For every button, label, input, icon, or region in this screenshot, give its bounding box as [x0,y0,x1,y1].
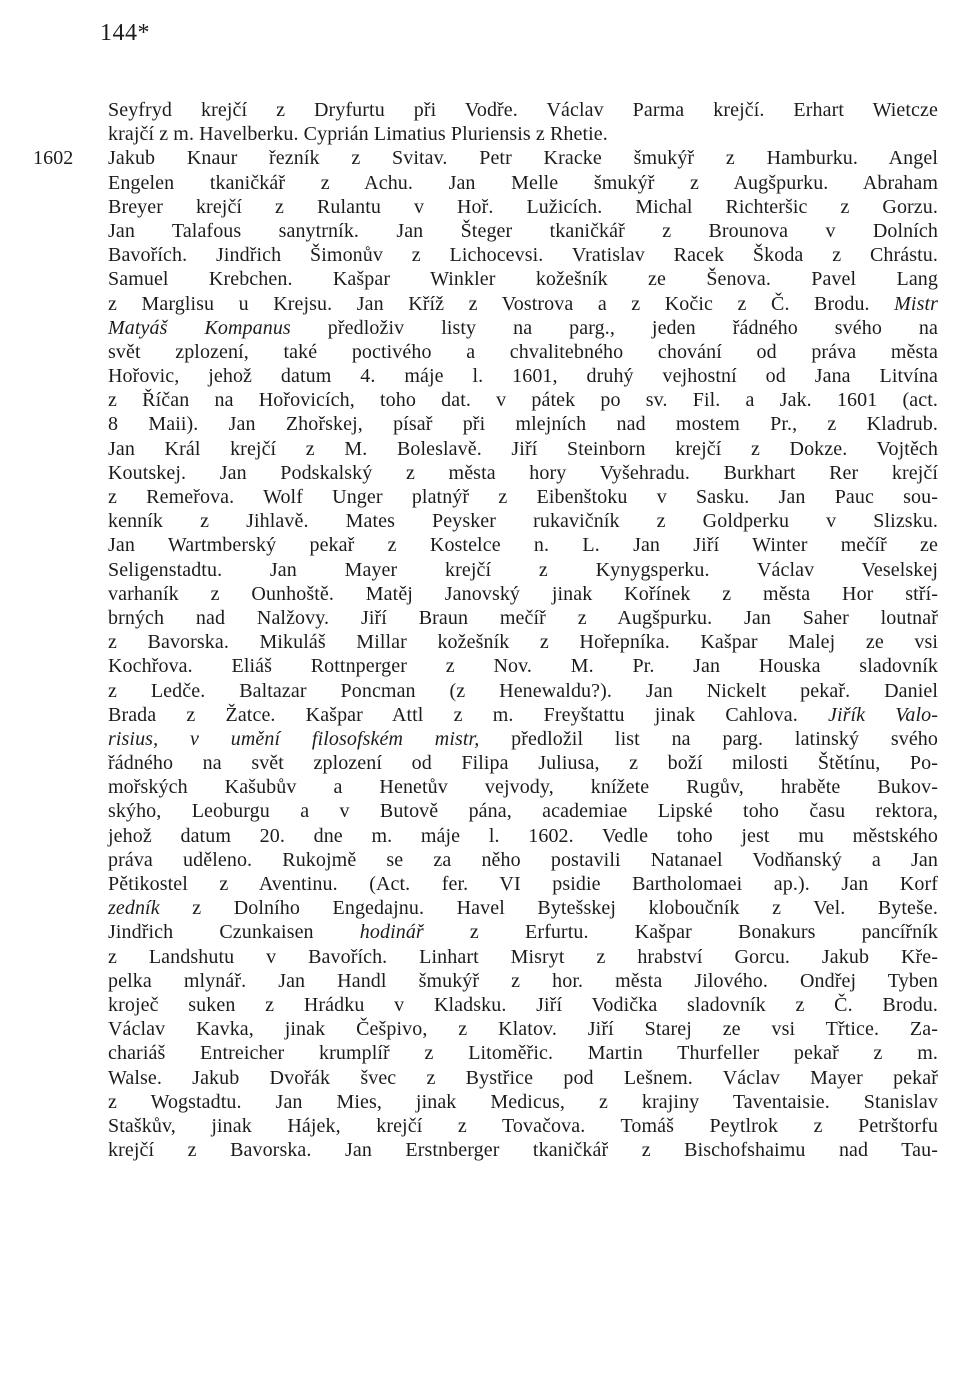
text-segment: z Říčan na Hořovicích, toho dat. v pátek po sv. Fil. a Jak. 1601 (act. [108,389,938,412]
text-line [108,679,938,703]
text-line [108,848,938,872]
text-segment: Bavořích. Jindřich Šimonův z Lichocevsi. Vratislav Racek Škoda z Chrástu. [108,244,938,267]
text-line [108,1114,938,1138]
text-segment: předloživ listy na parg., jeden řádného svého na [290,316,938,339]
text-line [108,292,938,316]
text-segment: krajčí z m. Havelberku. Cyprián Limatius Pluriensis z Rhetie. [108,123,608,146]
text-line [108,267,938,291]
body-text [33,98,939,1162]
text-segment: Samuel Krebchen. Kašpar Winkler kožešník ze Šenova. Pavel Lang [108,268,938,291]
text-segment: varhaník z Ounhoště. Matěj Janovský jinak Kořínek z města Hor stří- [108,582,938,605]
text-line [108,654,938,678]
text-segment: kenník z Jihlavě. Mates Peysker rukavičník z Goldperku v Slizsku. [108,510,938,533]
text-line [33,146,938,170]
italic-text: Matyáš Kompanus [108,316,291,339]
text-line [108,98,938,122]
text-line [108,340,938,364]
italic-text: Mistr [894,292,938,315]
text-line [108,751,938,775]
text-segment: Pětikostel z Aventinu. (Act. fer. VI psidie Bartholomaei ap.). Jan Korf [108,873,938,895]
text-line [108,703,938,727]
text-line [108,727,938,751]
text-segment: jehož datum 20. dne m. máje l. 1602. Vedle toho jest mu městského [108,824,938,847]
text-segment: Seligenstadtu. Jan Mayer krejčí z Kynygsperku. Václav Veselskej [108,558,938,581]
text-line [108,824,938,848]
text-line [108,799,938,823]
text-segment: předložil list na parg. latinský svého [479,727,939,750]
text-line [108,533,938,557]
text-segment: 8 Maii). Jan Zhořskej, písař při mlejních nad mostem Pr., z Kladrub. [108,413,938,436]
text-segment: brných nad Nalžovy. Jiří Braun mečíř z Augšpurku. Jan Saher loutnař [108,606,938,629]
text-segment: Staškův, jinak Hájek, krejčí z Tovačova. Tomáš Peytlrok z Petrštorfu [108,1114,938,1137]
text-segment: z Bavorska. Mikuláš Millar kožešník z Hořepníka. Kašpar Malej ze vsi [108,631,938,654]
text-line [108,558,938,582]
text-segment: řádného na svět zplození od Filipa Juliusa, z boží milosti Štětínu, Po- [108,752,938,775]
text-segment: práva uděleno. Rukojmě se za něho postavili Natanael Vodňanský a Jan [108,848,938,871]
text-line [108,219,938,243]
text-line [108,316,938,340]
text-segment: svět zplození, také poctivého a chvalitebného chování od práva města [108,340,938,363]
text-segment: Jan Wartmberský pekař z Kostelce n. L. Jan Jiří Winter mečíř ze [108,534,938,557]
text-segment: Jakub Knaur řezník z Svitav. Petr Kracke šmukýř z Hamburku. Angel [108,147,938,170]
italic-text: zedník [108,897,160,920]
text-segment: z Wogstadtu. Jan Mies, jinak Medicus, z krajiny Taventaisie. Stanislav [108,1090,938,1113]
text-line [108,1066,938,1090]
text-segment: Walse. Jakub Dvořák švec z Bystřice pod Lešnem. Václav Mayer pekař [108,1066,938,1089]
text-segment: krejčí z Bavorska. Jan Erstnberger tkaničkář z Bischofshaimu nad Tau- [108,1139,938,1162]
text-line [108,364,938,388]
text-segment: Engelen tkaničkář z Achu. Jan Melle šmukýř z Augšpurku. Abraham [108,171,938,194]
text-line [108,243,938,267]
text-line [108,485,938,509]
text-segment: Kochřova. Eliáš Rottnperger z Nov. M. Pr. Jan Houska sladovník [108,655,938,678]
text-line [108,122,938,146]
text-segment: mořských Kašubův a Henetův vejvody, knížete Rugův, hraběte Bukov- [108,776,938,799]
text-line [108,412,938,436]
text-segment: pelka mlynář. Jan Handl šmukýř z hor. města Jilového. Ondřej Tyben [108,969,938,992]
margin-year: 1602 [33,147,74,170]
text-line [108,171,938,195]
text-line [108,920,938,944]
italic-text: hodinář [359,921,424,944]
text-segment: Seyfryd krejčí z Dryfurtu při Vodře. Václav Parma krejčí. Erhart Wietcze [108,99,938,121]
text-line [108,969,938,993]
text-line [108,461,938,485]
text-line [108,872,938,896]
text-segment: Václav Kavka, jinak Češpivo, z Klatov. Jiří Starej ze vsi Třtice. Za- [108,1018,938,1041]
text-line [108,509,938,533]
text-line [108,896,938,920]
text-segment: z Remeřova. Wolf Unger platnýř z Eibenštoku v Sasku. Jan Pauc sou- [108,486,938,508]
text-line [108,945,938,969]
text-line [108,630,938,654]
text-line [108,388,938,412]
text-segment: Koutskej. Jan Podskalský z města hory Vyšehradu. Burkhart Rer krejčí [108,461,938,484]
text-segment: z Dolního Engedajnu. Havel Bytešskej kloboučník z Vel. Byteše. [159,897,938,920]
page-number: 144* [100,20,150,46]
text-line [108,606,938,630]
text-line [108,1138,938,1162]
text-line [108,582,938,606]
text-segment: chariáš Entreicher krumplíř z Litoměřic. Martin Thurfeller pekař z m. [108,1042,938,1065]
text-line [108,1017,938,1041]
text-segment: Jindřich Czunkaisen [108,921,360,944]
italic-text: Jiřík Valo- [827,703,938,726]
text-segment: kroječ suken z Hrádku v Kladsku. Jiří Vodička sladovník z Č. Brodu. [108,993,938,1016]
text-segment: Brada z Žatce. Kašpar Attl z m. Freyštattu jinak Cahlova. [108,703,828,726]
italic-text: risius, v umění filosofském mistr, [108,727,480,750]
text-segment: z Erfurtu. Kašpar Bonakurs pancířník [423,921,938,944]
text-line [108,993,938,1017]
text-segment: Jan Talafous sanytrník. Jan Šteger tkaničkář z Brounova v Dolních [108,219,938,242]
text-segment: skýho, Leoburgu a v Butově pána, academiae Lipské toho času rektora, [108,800,938,823]
text-segment: z Landshutu v Bavořích. Linhart Misryt z hrabství Gorcu. Jakub Kře- [108,945,938,968]
text-segment: Jan Král krejčí z M. Boleslavě. Jiří Steinborn krejčí z Dokze. Vojtěch [108,437,938,460]
text-line [108,1041,938,1065]
text-line [108,1090,938,1114]
text-segment: Breyer krejčí z Rulantu v Hoř. Lužicích. Michal Richteršic z Gorzu. [108,195,938,218]
text-line [108,195,938,219]
text-segment: z Marglisu u Krejsu. Jan Kříž z Vostrova a z Kočic z Č. Brodu. [108,292,895,315]
text-line [108,437,938,461]
text-segment: z Ledče. Baltazar Poncman (z Henewaldu?). Jan Nickelt pekař. Daniel [108,679,938,702]
text-line [108,775,938,799]
text-segment: Hořovic, jehož datum 4. máje l. 1601, druhý vejhostní od Jana Litvína [108,365,938,388]
